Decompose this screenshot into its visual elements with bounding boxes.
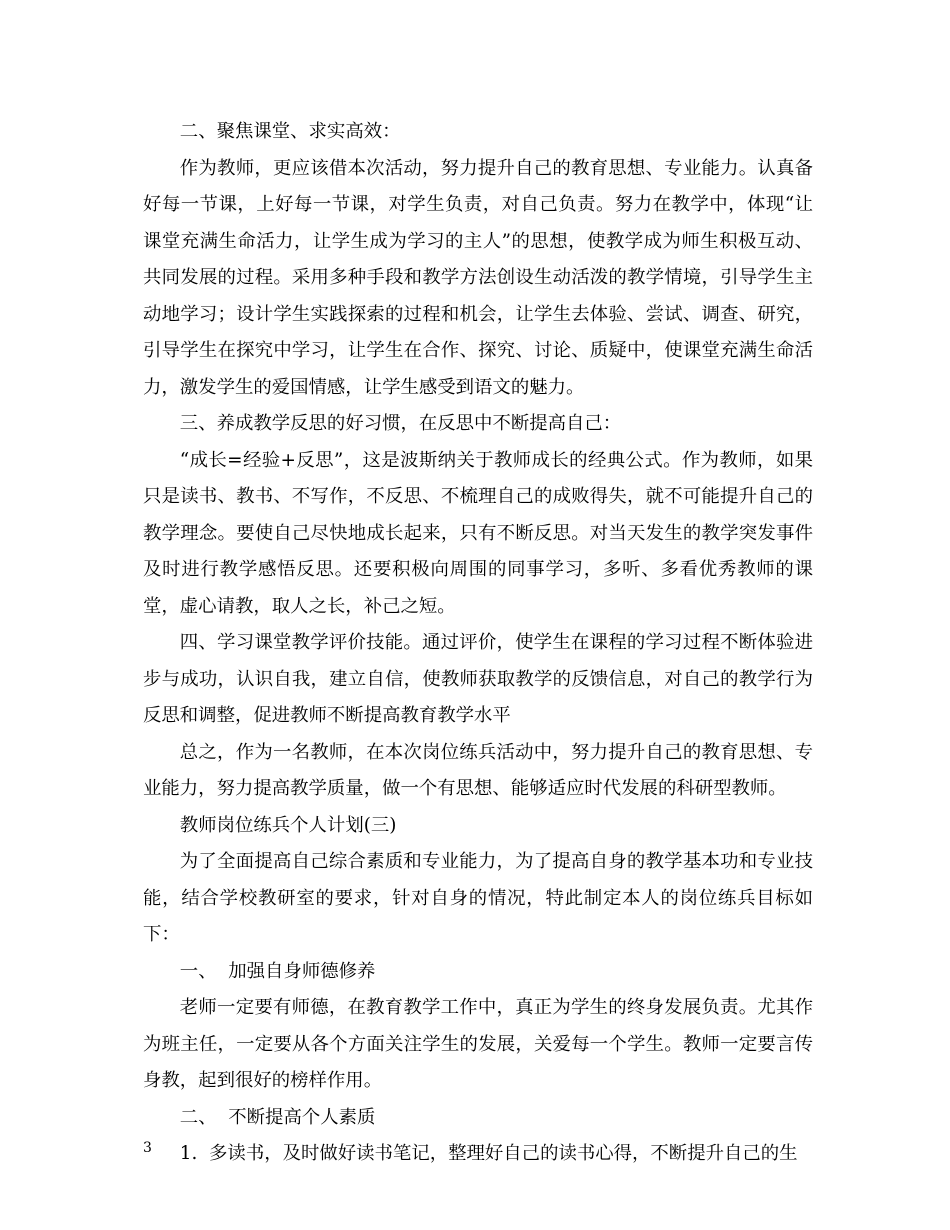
section-heading-2: 二、聚焦课堂、求实高效： bbox=[179, 121, 401, 142]
numbered-item: 1. 多读书，及时做好读书笔记，整理好自己的读书心得，不断提升自己的生 bbox=[179, 1143, 798, 1164]
plan-title: 教师岗位练兵个人计划(三) bbox=[179, 814, 397, 836]
body-paragraph: “成长=经验+反思”，这是波斯纳关于教师成长的经典公式。作为教师，如果只是读书、教书、不写作，不反思、不梳理自己的成败得失，就不可能提升自己的教学理念。要使自己尽快地成长起来，只有不断反思。对当天发生的教学突发事件及时进行教学感悟反思。还要积极向周围的同事学习，多听、多看优秀教师的课堂，虚心请教，取人之长，补己之短。 bbox=[143, 449, 813, 617]
body-paragraph: 老师一定要有师德，在教育教学工作中，真正为学生的终身发展负责。尤其作为班主任，一定要从各个方面关注学生的发展，关爱每一个学生。教师一定要言传身教，起到很好的榜样作用。 bbox=[143, 997, 813, 1091]
summary-paragraph: 总之，作为一名教师，在本次岗位练兵活动中，努力提升自己的教育思想、专业能力，努力提高教学质量，做一个有思想、能够适应时代发展的科研型教师。 bbox=[143, 741, 813, 799]
section-heading-4: 四、学习课堂教学评价技能。通过评价，使学生在课程的学习过程不断体验进步与成功，认识自我，建立自信，使教师获取教学的反馈信息，对自己的教学行为反思和调整，促进教师不断提高教育教学水平 bbox=[143, 632, 813, 726]
list-heading-1: 一、 加强自身师德修养 bbox=[179, 960, 376, 982]
list-heading-2: 二、 不断提高个人素质 bbox=[179, 1106, 376, 1128]
intro-paragraph: 为了全面提高自己综合素质和专业能力，为了提高自身的教学基本功和专业技能，结合学校教研室的要求，针对自身的情况，特此制定本人的岗位练兵目标如下： bbox=[143, 851, 813, 945]
body-paragraph: 作为教师，更应该借本次活动，努力提升自己的教育思想、专业能力。认真备好每一节课，上好每一节课，对学生负责，对自己负责。努力在教学中，体现“让课堂充满生命活力，让学生成为学习的主人”的思想，使教学成为师生积极互动、共同发展的过程。采用多种手段和教学方法创设生动活泼的教学情境，引导学生主动地学习；设计学生实践探索的过程和机会，让学生去体验、尝试、调查、研究，引导学生在探究中学习，让学生在合作、探究、讨论、质疑中，使课堂充满生命活力，激发学生的爱国情感，让学生感受到语文的魅力。 bbox=[143, 157, 813, 398]
page-number: 3 bbox=[143, 1140, 152, 1156]
section-heading-3: 三、养成教学反思的好习惯，在反思中不断提高自己： bbox=[179, 413, 622, 434]
document-body bbox=[143, 114, 813, 1173]
